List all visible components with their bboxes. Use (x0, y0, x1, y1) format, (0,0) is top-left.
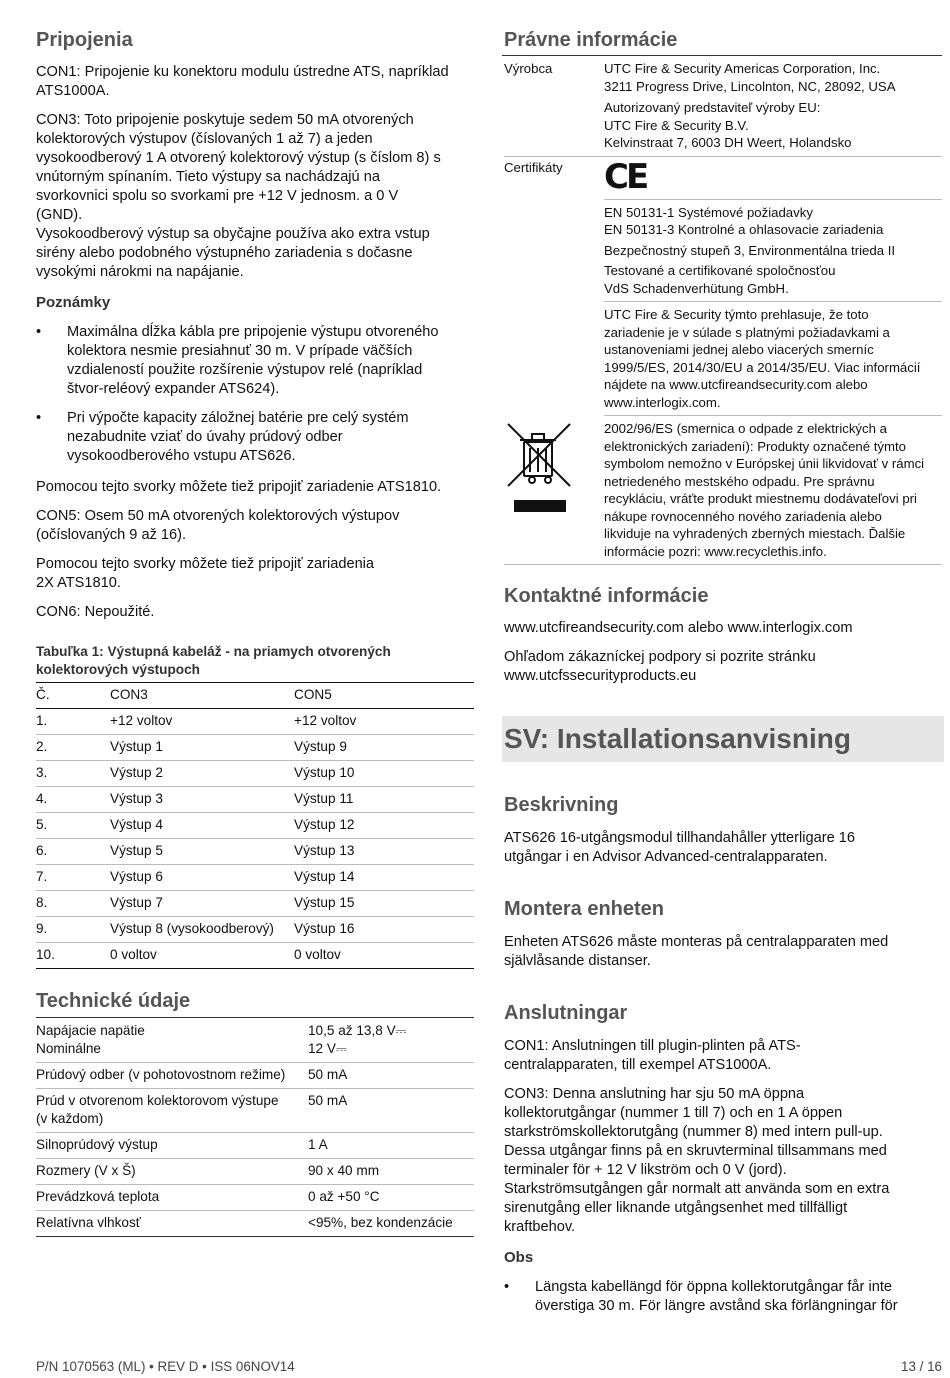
con1-text: CON1: Pripojenie ku konektoru modulu ústredne ATS, napríklad ATS1000A. (36, 64, 449, 99)
text-line: (GND). (36, 207, 83, 223)
note-bullet-2 (36, 409, 474, 466)
table-cell: 1. (36, 709, 110, 735)
text-line: sirenutgång eller liknande utgångsenhet med tillfälligt (504, 1200, 848, 1216)
table-row (504, 156, 942, 199)
text-line: 2002/96/ES (smernica o odpade z elektrických a (604, 421, 887, 436)
table-header-cell: CON5 (294, 683, 474, 709)
footer-page-number: 13 / 16 (901, 1359, 942, 1374)
text-line: elektronických zariadení): Produkty označené týmto (604, 438, 906, 454)
section-heading-connections: Anslutningar (504, 1002, 628, 1024)
text-line: Testované a certifikované spoločnosťou (604, 263, 836, 278)
table-cell: Výstup 8 (vysokoodberový) (110, 917, 294, 943)
text-line: kraftbehov. (504, 1219, 576, 1235)
table-cell: Výstup 10 (294, 761, 474, 787)
table-row (36, 813, 474, 839)
text-line: štvor-reléový expander ATS624). (67, 381, 280, 397)
technical-data-table (36, 1017, 474, 1237)
table-cell: 2. (36, 735, 110, 761)
text-line: terminaler för + 12 V likström och 0 V (jord). (504, 1162, 787, 1178)
table-row (504, 302, 942, 416)
spec-label (36, 1089, 308, 1133)
table-row (36, 839, 474, 865)
text-line: CON5: Osem 50 mA otvorených kolektorových výstupov (36, 508, 400, 524)
text-line: Tabuľka 1: Výstupná kabeláž - na priamych otvorených (36, 644, 391, 659)
table-cell: 9. (36, 917, 110, 943)
table-cell: Výstup 16 (294, 917, 474, 943)
table-cell: 7. (36, 865, 110, 891)
text-line: CON3: Toto pripojenie poskytuje sedem 50 mA otvorených (36, 112, 414, 128)
text-line: CON1: Anslutningen till plugin-plinten på ATS- (504, 1038, 801, 1054)
obs-heading: Obs (504, 1249, 534, 1266)
sv-con1-paragraph (504, 1037, 801, 1075)
text-line: Bezpečnostný stupeň 3, Environmentálna trieda II (604, 242, 896, 258)
text-line: svorkovnici spolu so svorkami pre +12 V jednosm. a 0 V (36, 188, 399, 204)
legal-value-declaration (604, 302, 942, 416)
spec-label: Prevádzková teplota (36, 1185, 308, 1211)
text-line: likviduje na vyhradených zberných miestach. Ďalšie (604, 526, 906, 541)
bullet-marker: • (36, 410, 42, 426)
legal-value-manufacturer (604, 58, 942, 156)
legal-value-standards (604, 199, 942, 302)
text-line: Enheten ATS626 måste monteras på centralapparaten med (504, 934, 889, 950)
sv-note-bullet-1 (504, 1278, 944, 1316)
table-row (36, 943, 474, 969)
table-cell: Výstup 2 (110, 761, 294, 787)
spec-label: Prúdový odber (v pohotovostnom režime) (36, 1063, 308, 1089)
spec-value (308, 1018, 474, 1063)
table-row (36, 735, 474, 761)
table-cell: 3. (36, 761, 110, 787)
legal-value-weee (604, 416, 942, 565)
text-line: Prúd v otvorenom kolektorovom výstupe (36, 1093, 279, 1108)
text-line: vysokoodberový 1 A otvorený kolektorový výstup (s číslom 8) s (36, 150, 441, 166)
table-cell: Výstup 9 (294, 735, 474, 761)
support-paragraph (504, 648, 816, 686)
spec-label: Relatívna vlhkosť (36, 1211, 308, 1237)
text-line: 12 V⎓ (308, 1041, 347, 1056)
section-heading-legal: Právne informácie (504, 29, 678, 51)
table-cell: Výstup 11 (294, 787, 474, 813)
text-line: VdS Schadenverhütung GmbH. (604, 280, 789, 296)
section-heading-mounting: Montera enheten (504, 898, 665, 920)
text-line: vysokoodberového vstupu ATS626. (67, 448, 296, 464)
text-line: UTC Fire & Security Americas Corporation, Inc. (604, 61, 881, 76)
con3-paragraph (36, 111, 476, 282)
bullet-marker: • (36, 324, 42, 340)
text-line: vzdialeností použite rozšírenie výstupov relé (napríklad (67, 362, 423, 378)
spec-value: 1 A (308, 1133, 474, 1159)
table-cell: +12 voltov (110, 709, 294, 735)
text-line: recykláciu, vráťte produkt miestnemu dodávateľovi pri (604, 491, 917, 506)
table-cell: Výstup 14 (294, 865, 474, 891)
text-line: 3211 Progress Drive, Lincolnton, NC, 28092, USA (604, 78, 896, 94)
table-row (504, 416, 942, 565)
legal-info-table (504, 58, 942, 565)
text-line: Maximálna dĺžka kábla pre pripojenie výstupu otvoreného (67, 324, 439, 340)
text-line: kolektorových výstupov (číslovaných 1 až 7) a jeden (36, 131, 373, 147)
section-heading-pripojenia: Pripojenia (36, 29, 133, 51)
footer-part-number: P/N 1070563 (ML) • REV D • ISS 06NOV14 (36, 1359, 295, 1374)
weee-bin-icon (504, 420, 574, 520)
empty-cell (504, 199, 604, 302)
text-line: nákupe rovnocenného nového zariadenia alebo (604, 508, 882, 524)
table-cell: Výstup 5 (110, 839, 294, 865)
contact-websites: www.utcfireandsecurity.com alebo www.interlogix.com (504, 620, 853, 636)
text-line: ustanoveniami jednej alebo viacerých smerníc (604, 342, 874, 357)
table-cell: 0 voltov (110, 943, 294, 969)
notes-heading: Poznámky (36, 294, 111, 311)
text-line: Längsta kabellängd för öppna kollektorutgångar får inte (535, 1279, 892, 1295)
table-cell: Výstup 6 (110, 865, 294, 891)
text-line: 2X ATS1810. (36, 575, 121, 591)
text-line: Vysokoodberový výstup sa obyčajne používa ako extra vstup (36, 226, 430, 242)
text-line: EN 50131-1 Systémové požiadavky (604, 204, 813, 220)
section-heading-contact: Kontaktné informácie (504, 585, 709, 607)
text-line: (v každom) (36, 1111, 104, 1126)
text-line: nezabudnite vziať do úvahy prúdový odber (67, 429, 343, 445)
text-line: informácie pozri: www.recyclethis.info. (604, 543, 827, 559)
empty-cell (504, 302, 604, 416)
text-line: kollektorutgångar (nummer 1 till 7) och en 1 A öppen (504, 1105, 843, 1121)
spec-label: Silnoprúdový výstup (36, 1133, 308, 1159)
text-line: Ohľadom zákazníckej podpory si pozrite stránku (504, 649, 816, 665)
table-cell: Výstup 4 (110, 813, 294, 839)
table-row (504, 58, 942, 156)
output-wiring-table (36, 682, 474, 969)
table-row (36, 787, 474, 813)
table-cell: Výstup 1 (110, 735, 294, 761)
text-line: CON3: Denna anslutning har sju 50 mA öppna (504, 1086, 805, 1102)
table-header-row (36, 683, 474, 709)
table-header-cell: CON3 (110, 683, 294, 709)
spec-label: Rozmery (V x Š) (36, 1159, 308, 1185)
text-line: UTC Fire & Security týmto prehlasuje, že toto (604, 307, 869, 322)
text-line: www.interlogix.com. (604, 394, 721, 410)
ce-mark-icon: CE (604, 156, 647, 197)
language-section-banner: SV: Installationsanvisning (502, 716, 944, 762)
table-row (36, 1211, 474, 1237)
con5-ats1810-paragraph (36, 555, 374, 593)
text-line: Dessa utgångar finns på en skruvterminal tillsammans med (504, 1143, 887, 1159)
table-row (36, 1133, 474, 1159)
legal-label-certificates: Certifikáty (504, 159, 563, 175)
table-cell: 5. (36, 813, 110, 839)
text-line: zariadenie je v súlade s platnými požiadavkami a (604, 324, 890, 340)
spec-value: <95%, bez kondenzácie (308, 1211, 474, 1237)
ats1810-paragraph: Pomocou tejto svorky môžete tiež pripojiť zariadenie ATS1810. (36, 479, 442, 495)
table-row (36, 865, 474, 891)
con6-paragraph: CON6: Nepoužité. (36, 604, 155, 620)
section-heading-description: Beskrivning (504, 794, 619, 816)
legal-table-top-rule (502, 55, 942, 56)
table-row (36, 891, 474, 917)
text-line: (očíslovaných 9 až 16). (36, 527, 187, 543)
table-row (36, 1018, 474, 1063)
text-line: starkströmskollektorutgång (nummer 8) med intern pull-up. (504, 1124, 883, 1140)
table-header-cell: Č. (36, 683, 110, 709)
spec-label (36, 1018, 308, 1063)
text-line: Pomocou tejto svorky môžete tiež pripojiť zariadenia (36, 556, 375, 572)
mounting-paragraph (504, 933, 888, 971)
text-line: netriedeného mestského odpadu. Pre správnu (604, 473, 875, 489)
table-row (36, 1089, 474, 1133)
table-cell: Výstup 7 (110, 891, 294, 917)
text-line: www.utcfssecurityproducts.eu (504, 668, 697, 684)
text-line: ATS626 16-utgångsmodul tillhandahåller ytterligare 16 (504, 830, 856, 846)
table-cell: Výstup 3 (110, 787, 294, 813)
text-line: Napájacie napätie (36, 1023, 145, 1038)
text-line: symbolom nemožno v Európskej únii likvidovať v rámci (604, 456, 925, 471)
table-cell: 6. (36, 839, 110, 865)
text-line: 10,5 až 13,8 V⎓ (308, 1023, 407, 1038)
text-line: vysokými nárokmi na napájanie. (36, 264, 244, 280)
description-paragraph (504, 829, 855, 867)
table-cell: Výstup 15 (294, 891, 474, 917)
con1-paragraph (36, 63, 474, 101)
legal-label-manufacturer: Výrobca (504, 58, 604, 156)
section-heading-technical-data: Technické údaje (36, 990, 191, 1012)
text-line: utgångar i en Advisor Advanced-centralapparaten. (504, 849, 828, 865)
table-cell: Výstup 12 (294, 813, 474, 839)
spec-value: 90 x 40 mm (308, 1159, 474, 1185)
text-line: sirény alebo podobného výstupného zariadenia s dočasne (36, 245, 413, 261)
text-line: kolektorových výstupoch (36, 662, 200, 677)
table-cell: +12 voltov (294, 709, 474, 735)
text-line: vnútorným spínaním. Tieto výstupy sa nachádzajú na (36, 169, 380, 185)
text-line: Starkströmsutgången går normalt att använda som en extra (504, 1181, 890, 1197)
table-row (36, 709, 474, 735)
table-caption (36, 643, 391, 679)
table-row (36, 1159, 474, 1185)
table-row (36, 1063, 474, 1089)
spec-value: 50 mA (308, 1063, 474, 1089)
text-line: 1999/5/ES, 2014/30/EU a 2014/35/EU. Viac informácií (604, 359, 921, 375)
table-cell: 10. (36, 943, 110, 969)
text-line: UTC Fire & Security B.V. (604, 117, 749, 133)
text-line: Pri výpočte kapacity záložnej batérie pre celý systém (67, 410, 409, 426)
note-bullet-1 (36, 323, 474, 399)
text-line: självlåsande distanser. (504, 953, 651, 969)
text-line: centralapparaten, till exempel ATS1000A. (504, 1057, 772, 1073)
table-cell: 0 voltov (294, 943, 474, 969)
text-line: Kelvinstraat 7, 6003 DH Weert, Holandsko (604, 135, 852, 150)
table-cell: 8. (36, 891, 110, 917)
table-cell: Výstup 13 (294, 839, 474, 865)
legal-value-ce (604, 156, 942, 199)
table-row (36, 1185, 474, 1211)
text-line: nájdete na www.utcfireandsecurity.com alebo (604, 377, 868, 392)
table-row (504, 199, 942, 302)
text-line: Nominálne (36, 1041, 101, 1056)
sv-con3-paragraph (504, 1085, 889, 1237)
text-line: Autorizovaný predstaviteľ výroby EU: (604, 100, 821, 115)
weee-symbol-cell (504, 416, 604, 565)
spec-value: 50 mA (308, 1089, 474, 1133)
text-line: kolektora nesmie presiahnuť 30 m. V prípade väčších (67, 343, 413, 359)
table-row (36, 917, 474, 943)
con5-paragraph (36, 507, 399, 545)
text-line: EN 50131-3 Kontrolné a ohlasovacie zariadenia (604, 222, 884, 237)
table-row (36, 761, 474, 787)
bullet-marker: • (504, 1279, 510, 1295)
spec-value: 0 až +50 °C (308, 1185, 474, 1211)
table-cell: 4. (36, 787, 110, 813)
text-line: överstiga 30 m. För längre avstånd ska förlängningar för (535, 1298, 898, 1314)
